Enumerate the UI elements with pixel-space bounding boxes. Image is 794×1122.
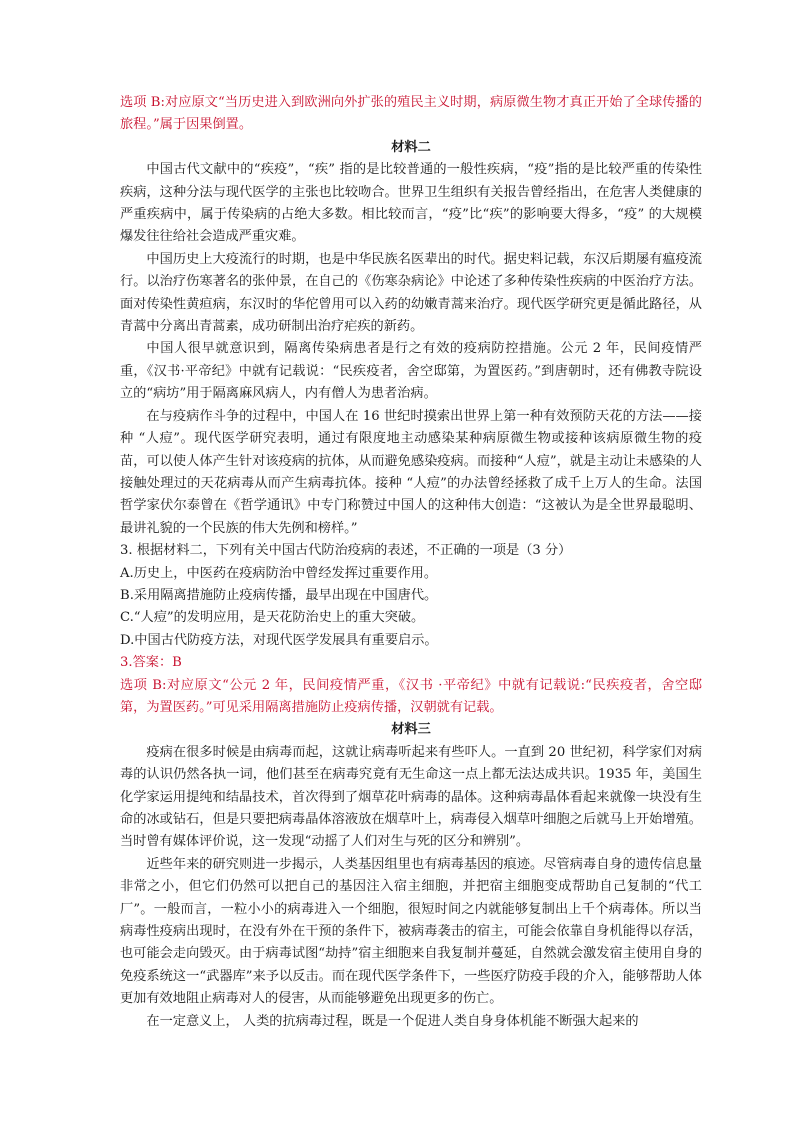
- question-3-option-c: C.“人痘”的发明应用，是天花防治史上的重大突破。: [120, 610, 425, 626]
- material-2-paragraph: 中国历史上大疫流行的时期，也是中华民族名医辈出的时代。据史料记载，东汉后期屡有瘟疫流行。以治疗伤寒著名的张仲景，在自己的《伤寒杂病论》中论述了多种传染性疾病的中医治疗方法。面对传染性黄疸病，东汉时的华佗曾用可以入药的幼嫩青蒿来治疗。现代医学研究更是循此路径，从青蒿中分离出青蒿素，成功研制出治疗疟疾的新药。: [120, 251, 702, 335]
- question-3-option-d: D.中国古代防疫方法，对现代医学发展具有重要启示。: [120, 632, 438, 648]
- question-3-answer: 3.答案：B: [120, 655, 182, 671]
- material-3-paragraph: 在一定意义上， 人类的抗病毒过程，既是一个促进人类自身身体机能不断强大起来的: [146, 1013, 639, 1029]
- material-2-paragraph: 中国古代文献中的“疾疫”，“疾” 指的是比较普通的一般性疾病，“疫”指的是比较严重的传染性疾病，这种分法与现代医学的主张也比较吻合。世界卫生组织有关报告曾经指出，在危害人类健康的严重疾病中，属于传染病的占绝大多数。相比较而言，“疫”比“疾”的影响要大得多，“疫” 的大规模爆发往往给社会造成严重灾难。: [120, 162, 702, 245]
- material-3-heading: 材料三: [391, 722, 431, 738]
- question-3-stem: 3. 根据材料二，下列有关中国古代防治疫病的表述，不正确的一项是（3 分）: [120, 543, 572, 559]
- material-3-paragraph: 疫病在很多时候是由病毒而起，这就让病毒听起来有些吓人。一直到 20 世纪初，科学家们对病毒的认识仍然各执一词，他们甚至在病毒究竟有无生命这一点上都无法达成共识。1935 年，美国生化学家运用提纯和结晶技术，首次得到了烟草花叶病毒的晶体。这种病毒晶体看起来就像一块没有生命的冰或钻石，但是只要把病毒晶体溶液放在烟草叶上，病毒侵入烟草叶细胞之后就马上开始增殖。当时曾有媒体评价说，这一发现“动摇了人们对生与死的区分和辨别”。: [120, 744, 702, 850]
- material-2-heading: 材料二: [391, 139, 431, 155]
- question-3-explanation: 选项 B:对应原文“公元 2 年，民间疫情严重，《汉书 ·平帝纪》中就有记载说:“民疾疫者，舍空邸第，为置医药。”可见采用隔离措施防止疫病传播，汉朝就有记载。: [120, 677, 702, 715]
- question-3-option-b: B.采用隔离措施防止疫病传播，最早出现在中国唐代。: [120, 587, 438, 603]
- material-2-paragraph: 在与疫病作斗争的过程中，中国人在 16 世纪时摸索出世界上第一种有效预防天花的方法——接种 “人痘”。现代医学研究表明，通过有限度地主动感染某种病原微生物或接种该病原微生物的疫苗，可以使人体产生针对该疫病的抗体，从而避免感染疫病。而接种“人痘”，就是主动让未感染的人接触处理过的天花病毒从而产生病毒抗体。接种 “人痘”的办法曾经拯救了成千上万人的生命。法国哲学家伏尔泰曾在《哲学通讯》中专门称赞过中国人的这种伟大创造：“这被认为是全世界最聪明、最讲礼貌的一个民族的伟大先例和榜样。”: [120, 408, 702, 536]
- material-3-paragraph: 近些年来的研究则进一步揭示，人类基因组里也有病毒基因的痕迹。尽管病毒自身的遗传信息量非常之小，但它们仍然可以把自己的基因注入宿主细胞，并把宿主细胞变成帮助自己复制的“代工厂”。一般而言，一粒小小的病毒进入一个细胞，很短时间之内就能够复制出上千个病毒体。所以当病毒性疫病出现时，在没有外在干预的条件下，被病毒袭击的宿主，可能会依靠自身机能得以存活，也可能会走向毁灭。由于病毒试图“劫持”宿主细胞来自我复制并蔓延，自然就会激发宿主使用自身的免疫系统这一“武器库”来予以反击。而在现代医学条件下，一些医疗防疫手段的介入，能够帮助人体更加有效地阻止病毒对人的侵害，从而能够避免出现更多的伤亡。: [120, 856, 702, 1007]
- answer-b-explanation-q2: 选项 B:对应原文“当历史进入到欧洲向外扩张的殖民主义时期，病原微生物才真正开始了全球传播的旅程。”属于因果倒置。: [120, 95, 702, 133]
- material-2-paragraph: 中国人很早就意识到，隔离传染病患者是行之有效的疫病防控措施。公元 2 年，民间疫情严重，《汉书·平帝纪》中就有记载说：“民疾疫者，舍空邸第，为置医药。”到唐朝时，还有佛教寺院设立的“病坊”用于隔离麻风病人，内有僧人为患者治病。: [120, 341, 702, 402]
- question-3-option-a: A.历史上，中医药在疫病防治中曾经发挥过重要作用。: [120, 565, 438, 581]
